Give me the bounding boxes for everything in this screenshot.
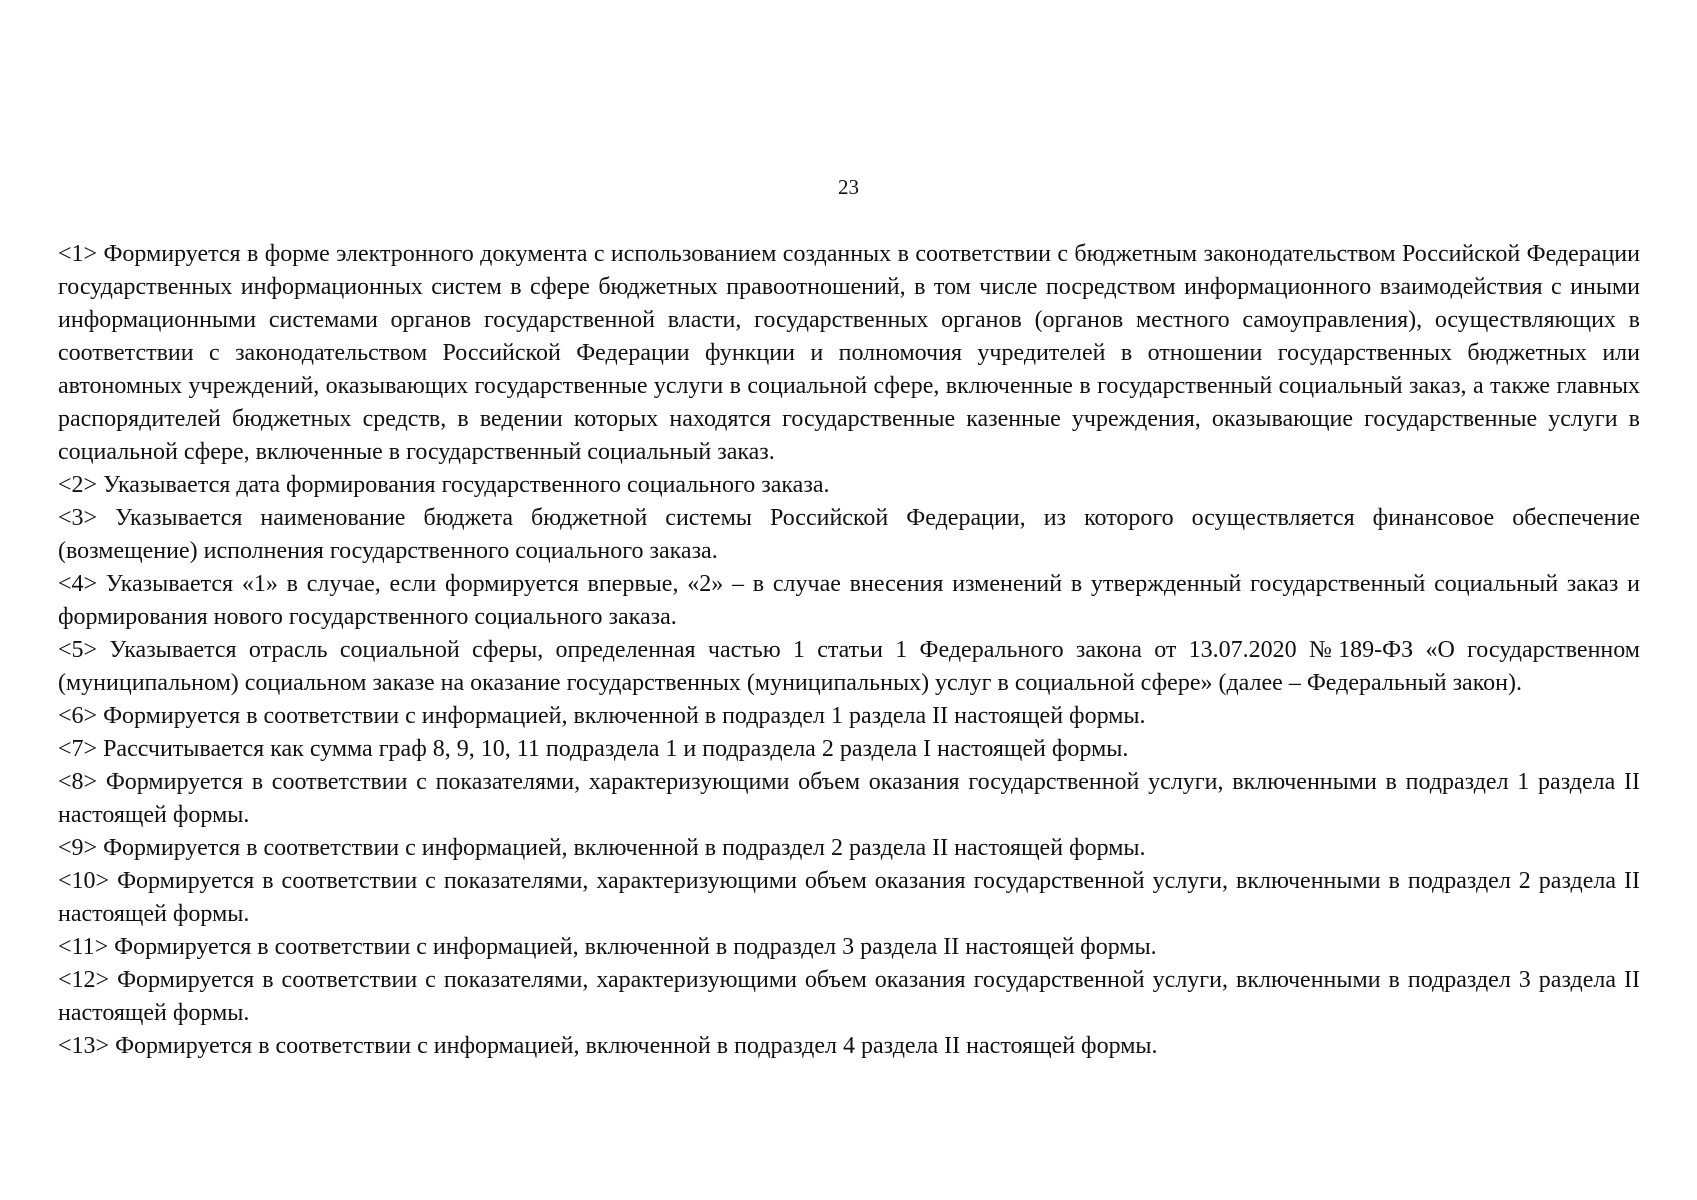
- footnote-1: <1> Формируется в форме электронного документа с использованием созданных в соответствии с бюджетным законодательством Российской Федерации государственных информационных систем в сфере бюджетных правоотношений, в том числе посредством информационного взаимодействия с иными информационными системами органов государственной власти, государственных органов (органов местного самоуправления), осуществляющих в соответствии с законодательством Российской Федерации функции и полномочия учредителей в отношении государственных бюджетных или автономных учреждений, оказывающих государственные услуги в социальной сфере, включенные в государственный социальный заказ, а также главных распорядителей бюджетных средств, в ведении которых находятся государственные казенные учреждения, оказывающие государственные услуги в социальной сфере, включенные в государственный социальный заказ.: [58, 241, 1640, 465]
- footnote-8: <8> Формируется в соответствии с показателями, характеризующими объем оказания государственной услуги, включенными в подраздел 1 раздела II настоящей формы.: [58, 769, 1640, 828]
- footnote-3: <3> Указывается наименование бюджета бюджетной системы Российской Федерации, из которого осуществляется финансовое обеспечение (возмещение) исполнения государственного социального заказа.: [58, 505, 1640, 564]
- footnote-5: <5> Указывается отрасль социальной сферы, определенная частью 1 статьи 1 Федерального закона от 13.07.2020 №189-ФЗ «О государственном (муниципальном) социальном заказе на оказание государственных (муниципальных) услуг в социальной сфере» (далее – Федеральный закон).: [58, 637, 1640, 696]
- footnote-4: <4> Указывается «1» в случае, если формируется впервые, «2» – в случае внесения изменений в утвержденный государственный социальный заказ и формирования нового государственного социального заказа.: [58, 571, 1640, 630]
- footnote-7: <7> Рассчитывается как сумма граф 8, 9, 10, 11 подраздела 1 и подраздела 2 раздела I настоящей формы.: [58, 736, 1129, 762]
- footnotes-list: [58, 238, 1640, 1063]
- footnote-11: <11> Формируется в соответствии с информацией, включенной в подраздел 3 раздела II настоящей формы.: [58, 934, 1157, 960]
- footnote-2: <2> Указывается дата формирования государственного социального заказа.: [58, 472, 830, 498]
- footnote-12: <12> Формируется в соответствии с показателями, характеризующими объем оказания государственной услуги, включенными в подраздел 3 раздела II настоящей формы.: [58, 967, 1640, 1026]
- footnote-6: <6> Формируется в соответствии с информацией, включенной в подраздел 1 раздела II настоящей формы.: [58, 703, 1146, 729]
- page-number: 23: [838, 175, 859, 199]
- footnote-9: <9> Формируется в соответствии с информацией, включенной в подраздел 2 раздела II настоящей формы.: [58, 835, 1146, 861]
- footnote-10: <10> Формируется в соответствии с показателями, характеризующими объем оказания государственной услуги, включенными в подраздел 2 раздела II настоящей формы.: [58, 868, 1640, 927]
- footnote-13: <13> Формируется в соответствии с информацией, включенной в подраздел 4 раздела II настоящей формы.: [58, 1033, 1158, 1059]
